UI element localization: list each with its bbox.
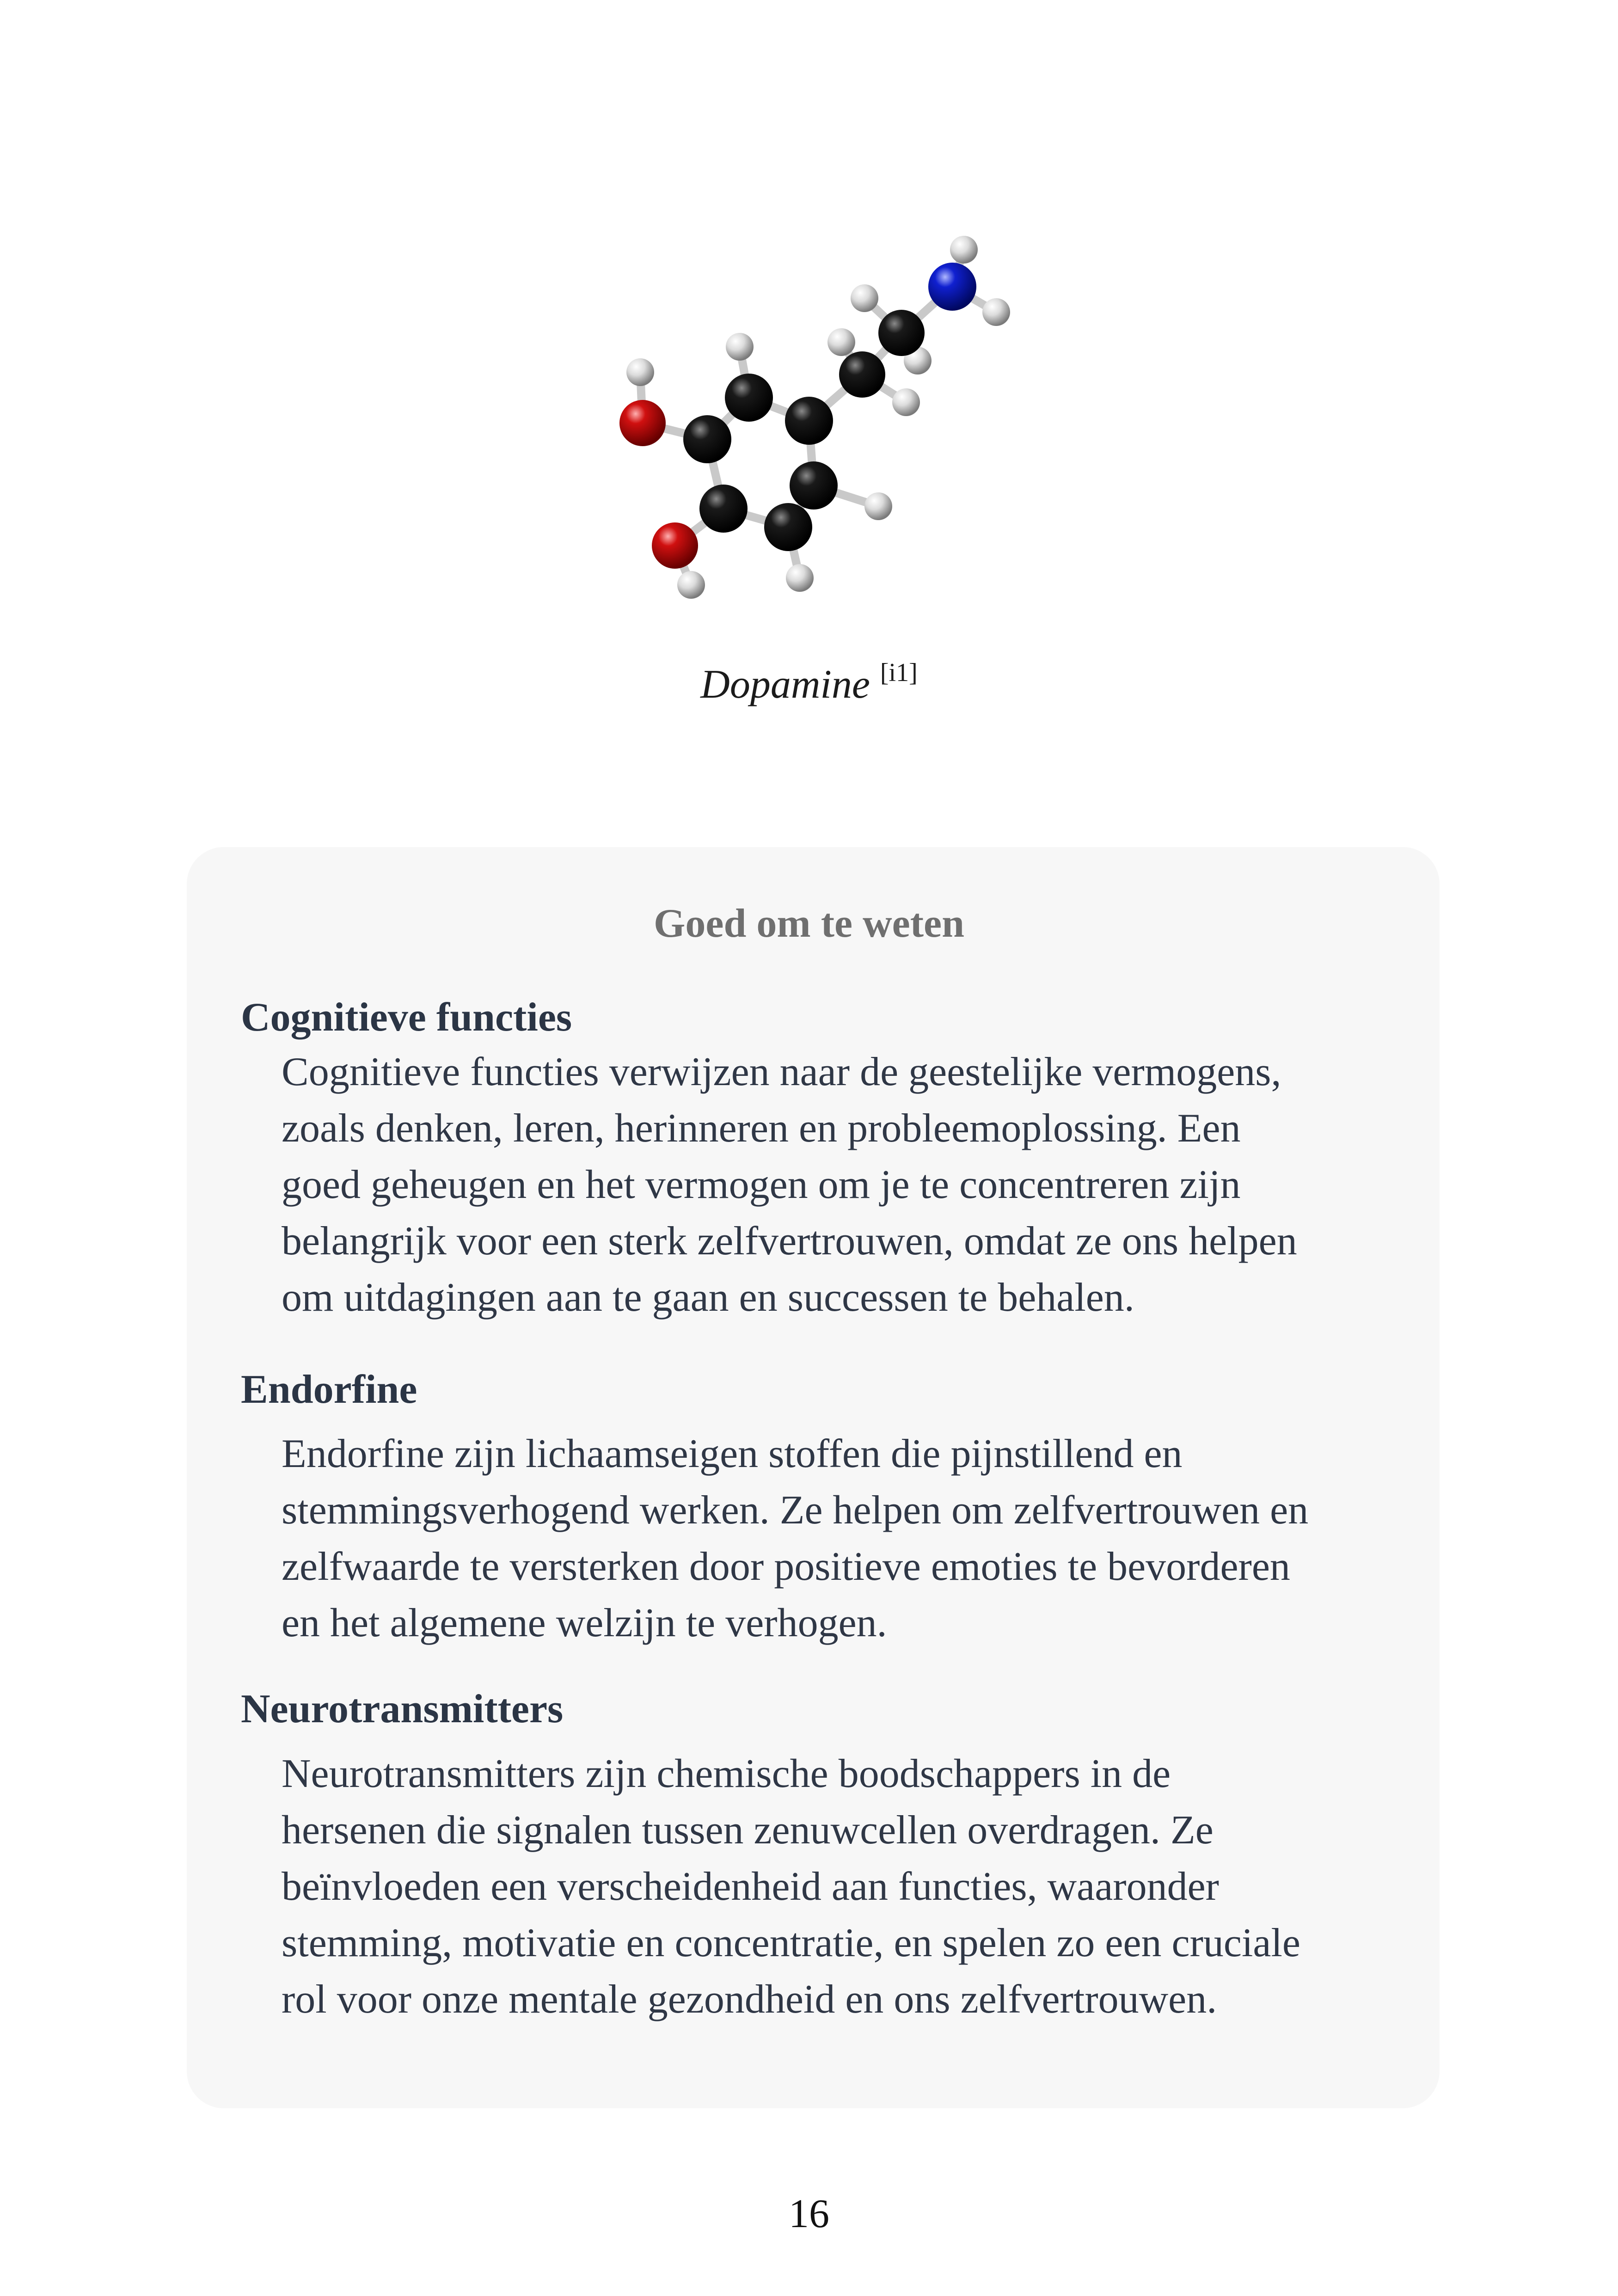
info-box-title: Goed om te weten bbox=[653, 901, 965, 946]
term-endorfine: Endorfine bbox=[241, 1367, 417, 1412]
definition-line: rol voor onze mentale gezondheid en ons zelfvertrouwen. bbox=[282, 1977, 1217, 2022]
definition-line: beïnvloeden een verscheidenheid aan functies, waaronder bbox=[282, 1864, 1219, 1909]
definition-cognitieve-functies bbox=[282, 1044, 1419, 1326]
definition-line: stemming, motivatie en concentratie, en spelen zo een cruciale bbox=[282, 1921, 1300, 1965]
caption-reference: [i1] bbox=[880, 658, 918, 687]
definition-neurotransmitters bbox=[282, 1746, 1419, 2028]
dopamine-molecule-image bbox=[601, 217, 1036, 633]
page-number: 16 bbox=[789, 2192, 829, 2236]
term-cognitieve-functies: Cognitieve functies bbox=[241, 995, 572, 1040]
definition-line: Cognitieve functies verwijzen naar de geestelijke vermogens, bbox=[282, 1050, 1281, 1094]
definition-line: zoals denken, leren, herinneren en probleemoplossing. Een bbox=[282, 1106, 1241, 1151]
definition-line: stemmingsverhogend werken. Ze helpen om zelfvertrouwen en bbox=[282, 1488, 1309, 1533]
caption-text: Dopamine bbox=[700, 662, 870, 707]
definition-line: en het algemene welzijn te verhogen. bbox=[282, 1601, 887, 1645]
definition-line: goed geheugen en het vermogen om je te concentreren zijn bbox=[282, 1162, 1241, 1207]
definition-endorfine bbox=[282, 1426, 1419, 1651]
term-neurotransmitters: Neurotransmitters bbox=[241, 1687, 564, 1731]
definition-line: belangrijk voor een sterk zelfvertrouwen, omdat ze ons helpen bbox=[282, 1219, 1297, 1264]
definition-line: zelfwaarde te versterken door positieve emoties te bevorderen bbox=[282, 1544, 1290, 1589]
definition-line: Neurotransmitters zijn chemische boodschappers in de bbox=[282, 1751, 1171, 1796]
definition-line: om uitdagingen aan te gaan en successen te behalen. bbox=[282, 1275, 1134, 1320]
definition-line: hersenen die signalen tussen zenuwcellen overdragen. Ze bbox=[282, 1808, 1214, 1853]
figure-caption bbox=[0, 658, 1618, 708]
definition-line: Endorfine zijn lichaamseigen stoffen die pijnstillend en bbox=[282, 1431, 1183, 1476]
